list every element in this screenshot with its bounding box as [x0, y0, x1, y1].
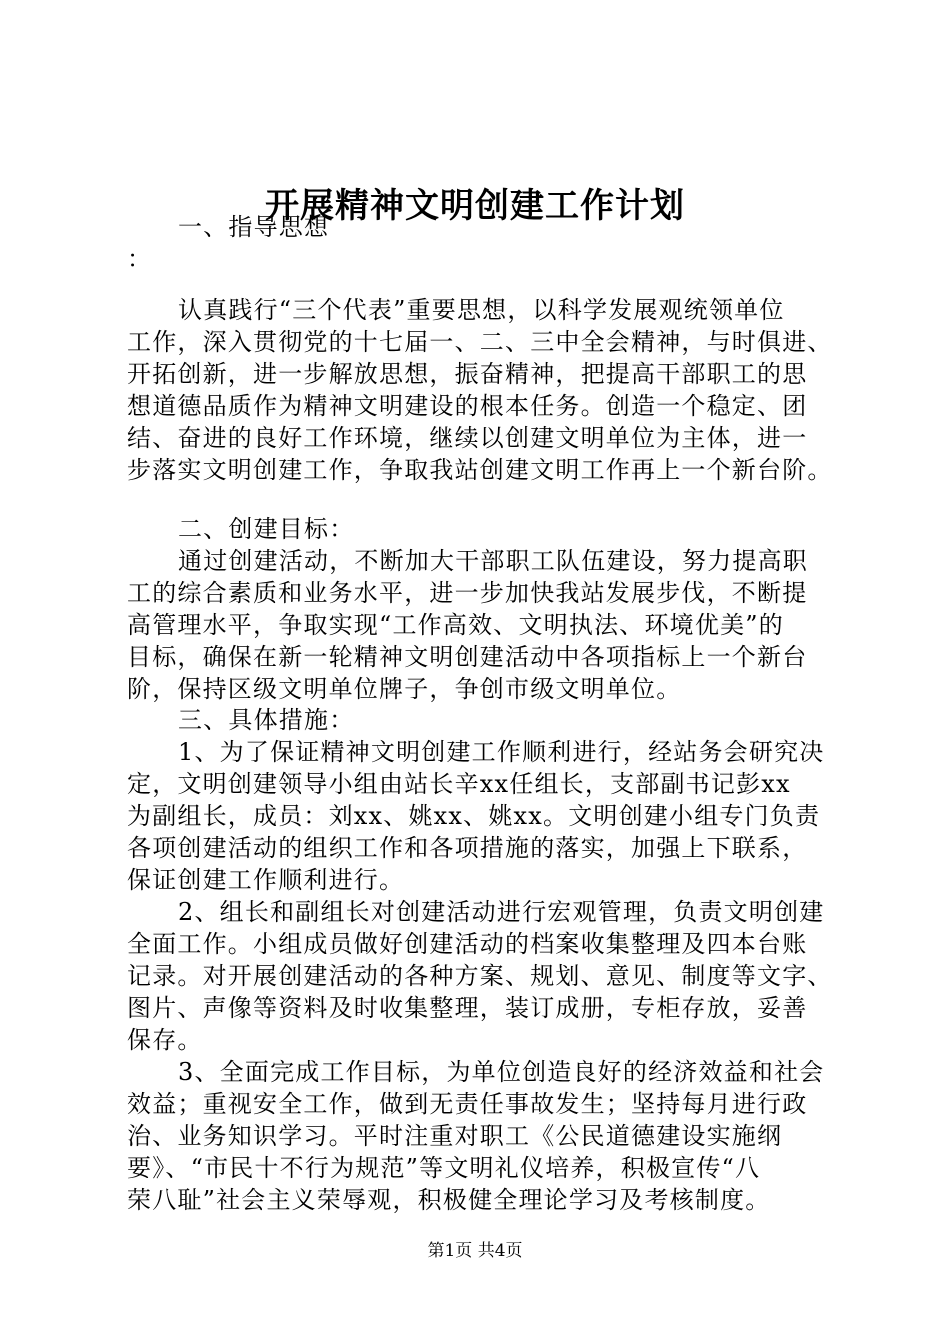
body-line: 1、为了保证精神文明创建工作顺利进行，经站务会研究决 [178, 738, 825, 766]
body-line: 目标，确保在新一轮精神文明创建活动中各项指标上一个新台 [127, 643, 808, 671]
section-heading-measures: 三、具体措施： [178, 706, 355, 734]
body-line: 阶，保持区级文明单位牌子，争创市级文明单位。 [127, 675, 682, 703]
body-line: 2、组长和副组长对创建活动进行宏观管理，负责文明创建 [178, 898, 825, 926]
body-line: 通过创建活动，不断加大干部职工队伍建设，努力提高职 [178, 547, 808, 575]
body-line: 治、业务知识学习。平时注重对职工《公民道德建设实施纲 [127, 1122, 783, 1150]
page-title: 开展精神文明创建工作计划 [265, 186, 685, 226]
body-line: 为副组长，成员：刘xx、姚xx、姚xx。文明创建小组专门负责 [127, 802, 821, 830]
body-line: ： [127, 245, 153, 273]
body-line: 想道德品质作为精神文明建设的根本任务。创造一个稳定、团 [127, 392, 808, 420]
body-line: 步落实文明创建工作，争取我站创建文明工作再上一个新台阶。 [127, 456, 833, 484]
body-line: 全面工作。小组成员做好创建活动的档案收集整理及四本台账 [127, 930, 808, 958]
body-line: 各项创建活动的组织工作和各项措施的落实，加强上下联系， [127, 834, 808, 862]
body-line: 认真践行“三个代表”重要思想，以科学发展观统领单位 [178, 296, 785, 324]
body-line: 定，文明创建领导小组由站长辛xx任组长，支部副书记彭xx [127, 770, 791, 798]
body-line: 保证创建工作顺利进行。 [127, 866, 405, 894]
body-line: 图片、声像等资料及时收集整理，装订成册，专柜存放，妥善 [127, 994, 808, 1022]
body-line: 开拓创新，进一步解放思想，振奋精神，把提高干部职工的思 [127, 360, 808, 388]
body-line: 3、全面完成工作目标，为单位创造良好的经济效益和社会 [178, 1058, 825, 1086]
body-line: 要》、“市民十不行为规范”等文明礼仪培养，积极宣传“八 [127, 1154, 761, 1182]
section-heading-guiding-thought: 一、指导思想 [178, 213, 330, 241]
body-line: 保存。 [127, 1026, 203, 1054]
body-line: 工作，深入贯彻党的十七届一、二、三中全会精神，与时俱进、 [127, 328, 833, 356]
section-heading-goals: 二、创建目标： [178, 515, 355, 543]
body-line: 高管理水平，争取实现“工作高效、文明执法、环境优美”的 [127, 611, 784, 639]
body-line: 荣八耻”社会主义荣辱观，积极健全理论学习及考核制度。 [127, 1186, 771, 1214]
body-line: 工的综合素质和业务水平，进一步加快我站发展步伐，不断提 [127, 579, 808, 607]
body-line: 记录。对开展创建活动的各种方案、规划、意见、制度等文字、 [127, 962, 833, 990]
body-line: 效益；重视安全工作，做到无责任事故发生；坚持每月进行政 [127, 1090, 808, 1118]
page-footer: 第1页 共4页 [427, 1241, 523, 1261]
body-line: 结、奋进的良好工作环境，继续以创建文明单位为主体，进一 [127, 424, 808, 452]
